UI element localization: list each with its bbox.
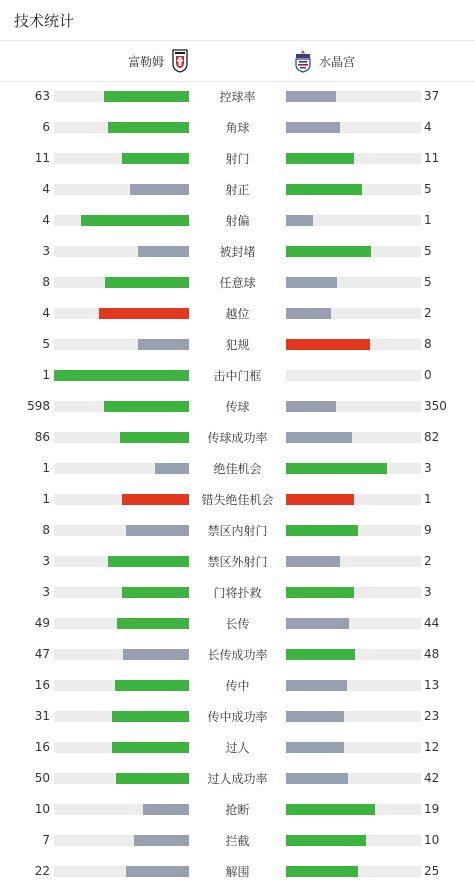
home-stat-value: 10 (34, 802, 50, 816)
away-stat-value: 1 (424, 492, 432, 506)
away-stat-bar-track (286, 835, 421, 846)
stat-row (0, 515, 475, 546)
away-team[interactable] (293, 41, 355, 81)
home-stat-bar (112, 711, 189, 722)
away-stat-bar (286, 277, 337, 288)
home-stat-bar (115, 680, 189, 691)
home-stat-bar-track (54, 556, 189, 567)
away-stat-bar-track (286, 866, 421, 877)
home-stat-value: 6 (42, 120, 50, 134)
home-stat-value: 3 (42, 244, 50, 258)
home-stat-value: 22 (34, 864, 50, 878)
away-stat-bar (286, 122, 340, 133)
home-stat-bar-track (54, 711, 189, 722)
home-stat-bar-track (54, 432, 189, 443)
away-stat-value: 19 (424, 802, 440, 816)
away-stat-value: 350 (424, 399, 447, 413)
away-stat-value: 1 (424, 213, 432, 227)
home-stat-value: 50 (34, 771, 50, 785)
away-stat-value: 48 (424, 647, 440, 661)
home-stat-bar (126, 525, 189, 536)
away-stat-value: 5 (424, 244, 432, 258)
stat-label: 射偏 (225, 214, 250, 228)
away-stat-value: 9 (424, 523, 432, 537)
stat-row (0, 329, 475, 360)
home-stat-bar (112, 742, 189, 753)
home-stat-bar-track (54, 308, 189, 319)
stat-row (0, 608, 475, 639)
home-stat-bar-track (54, 773, 189, 784)
away-stat-value: 2 (424, 306, 432, 320)
away-stat-value: 25 (424, 864, 440, 878)
stat-row (0, 174, 475, 205)
away-stat-bar-track (286, 432, 421, 443)
home-stat-bar (105, 277, 189, 288)
away-stat-bar (286, 91, 336, 102)
home-stat-bar-track (54, 246, 189, 257)
away-stat-bar (286, 246, 371, 257)
home-stat-bar (123, 649, 189, 660)
stat-row (0, 298, 475, 329)
home-stat-bar-track (54, 277, 189, 288)
home-stat-bar (155, 463, 189, 474)
home-stat-value: 63 (34, 89, 50, 103)
away-stat-value: 12 (424, 740, 440, 754)
home-stat-bar-track (54, 649, 189, 660)
home-stat-bar (126, 866, 189, 877)
home-stat-bar-track (54, 91, 189, 102)
stat-row (0, 391, 475, 422)
stat-row (0, 670, 475, 701)
away-stat-bar (286, 184, 362, 195)
home-stat-bar-track (54, 463, 189, 474)
home-stat-value: 8 (42, 275, 50, 289)
home-stat-value: 3 (42, 554, 50, 568)
stat-label: 禁区外射门 (207, 555, 268, 569)
away-stat-bar (286, 773, 348, 784)
home-stat-value: 49 (34, 616, 50, 630)
stat-row (0, 639, 475, 670)
stat-label: 禁区内射门 (207, 524, 268, 538)
stat-label: 抢断 (225, 803, 250, 817)
stat-row (0, 205, 475, 236)
home-stat-bar (81, 215, 189, 226)
home-stat-value: 4 (42, 182, 50, 196)
away-stat-bar (286, 339, 370, 350)
home-stat-value: 16 (34, 740, 50, 754)
stat-label: 过人 (225, 741, 250, 755)
away-stat-value: 44 (424, 616, 440, 630)
home-stat-bar-track (54, 401, 189, 412)
stat-label: 门将扑救 (213, 586, 262, 600)
home-stat-value: 4 (42, 306, 50, 320)
home-stat-bar-track (54, 339, 189, 350)
home-stat-bar (138, 246, 189, 257)
home-stat-bar-track (54, 184, 189, 195)
header (0, 0, 475, 41)
home-stat-bar (130, 184, 189, 195)
home-stat-value: 8 (42, 523, 50, 537)
fulham-crest-icon (172, 49, 188, 73)
crystal-palace-crest-icon (293, 49, 313, 73)
stat-label: 射门 (225, 152, 250, 166)
away-stat-bar (286, 711, 344, 722)
away-stat-bar (286, 525, 358, 536)
home-stat-value: 4 (42, 213, 50, 227)
stat-label: 击中门框 (213, 369, 262, 383)
home-stat-bar (138, 339, 189, 350)
away-stat-bar-track (286, 804, 421, 815)
stat-label: 长传成功率 (207, 648, 268, 662)
away-stat-bar (286, 742, 344, 753)
away-stat-bar (286, 308, 331, 319)
away-stat-value: 11 (424, 151, 440, 165)
stat-label: 解围 (225, 865, 250, 879)
away-stat-bar-track (286, 773, 421, 784)
stat-row (0, 81, 475, 112)
away-stat-value: 5 (424, 182, 432, 196)
away-stat-value: 13 (424, 678, 440, 692)
home-stat-bar (120, 432, 189, 443)
home-stat-value: 1 (42, 368, 50, 382)
home-stat-value: 16 (34, 678, 50, 692)
stat-row (0, 701, 475, 732)
stat-row (0, 856, 475, 887)
away-stat-value: 2 (424, 554, 432, 568)
away-stat-value: 8 (424, 337, 432, 351)
away-stat-bar (286, 835, 366, 846)
stat-row (0, 763, 475, 794)
home-stat-bar (122, 153, 190, 164)
stat-label: 任意球 (219, 276, 256, 290)
away-stat-bar (286, 866, 358, 877)
away-stat-bar-track (286, 742, 421, 753)
away-stat-bar-track (286, 184, 421, 195)
home-stat-bar-track (54, 587, 189, 598)
home-stat-bar-track (54, 866, 189, 877)
home-stat-bar-track (54, 680, 189, 691)
home-stat-value: 3 (42, 585, 50, 599)
away-stat-bar-track (286, 91, 421, 102)
home-stat-bar-track (54, 153, 189, 164)
away-stat-bar-track (286, 370, 421, 381)
home-stat-bar (122, 587, 190, 598)
home-stat-value: 598 (27, 399, 50, 413)
home-stat-value: 5 (42, 337, 50, 351)
home-stat-value: 31 (34, 709, 50, 723)
home-stat-bar (104, 91, 189, 102)
home-stat-bar-track (54, 618, 189, 629)
stat-row (0, 546, 475, 577)
home-stat-value: 47 (34, 647, 50, 661)
away-stat-bar-track (286, 401, 421, 412)
home-stat-bar (54, 370, 189, 381)
home-stat-bar (117, 618, 189, 629)
away-stat-value: 82 (424, 430, 440, 444)
stat-label: 角球 (225, 121, 250, 135)
home-stat-bar (99, 308, 189, 319)
away-stat-bar-track (286, 277, 421, 288)
home-stat-bar-track (54, 122, 189, 133)
away-stat-bar-track (286, 246, 421, 257)
away-stat-bar (286, 494, 354, 505)
away-stat-value: 3 (424, 461, 432, 475)
away-stat-value: 37 (424, 89, 440, 103)
home-stat-bar-track (54, 370, 189, 381)
home-stat-bar-track (54, 804, 189, 815)
stat-label: 越位 (225, 307, 250, 321)
home-stat-value: 1 (42, 461, 50, 475)
away-stat-bar (286, 463, 387, 474)
home-stat-bar (143, 804, 189, 815)
home-stat-value: 86 (34, 430, 50, 444)
away-stat-value: 10 (424, 833, 440, 847)
home-stat-bar (134, 835, 189, 846)
stat-row (0, 236, 475, 267)
page-title: 技术统计 (14, 12, 75, 30)
stat-label: 长传 (225, 617, 250, 631)
away-stat-value: 4 (424, 120, 432, 134)
away-stat-bar-track (286, 649, 421, 660)
away-stat-bar (286, 680, 347, 691)
away-stat-bar-track (286, 153, 421, 164)
stat-label: 传球 (225, 400, 250, 414)
stat-label: 过人成功率 (207, 772, 268, 786)
stat-label: 射正 (225, 183, 250, 197)
stat-row (0, 732, 475, 763)
home-stat-bar (108, 556, 189, 567)
home-team-name: 富勒姆 (127, 54, 164, 69)
away-stat-value: 0 (424, 368, 432, 382)
away-stat-bar-track (286, 339, 421, 350)
away-stat-bar-track (286, 215, 421, 226)
away-stat-bar (286, 215, 313, 226)
team-header (0, 41, 475, 82)
stat-label: 控球率 (219, 90, 256, 104)
stat-label: 错失绝佳机会 (201, 493, 274, 507)
away-stat-bar (286, 401, 336, 412)
stat-label: 绝佳机会 (213, 462, 262, 476)
away-stat-value: 23 (424, 709, 440, 723)
stat-row (0, 267, 475, 298)
away-stat-bar-track (286, 556, 421, 567)
away-stat-bar (286, 587, 354, 598)
away-stat-bar (286, 432, 352, 443)
home-stat-bar (108, 122, 189, 133)
stat-label: 被封堵 (219, 245, 256, 259)
away-stat-bar-track (286, 122, 421, 133)
stat-row (0, 825, 475, 856)
away-stat-bar-track (286, 587, 421, 598)
away-stat-value: 3 (424, 585, 432, 599)
home-stat-bar-track (54, 742, 189, 753)
home-stat-bar-track (54, 215, 189, 226)
stat-row (0, 484, 475, 515)
away-stat-bar (286, 618, 349, 629)
away-stat-bar-track (286, 308, 421, 319)
away-stat-bar-track (286, 463, 421, 474)
stat-label: 传球成功率 (207, 431, 268, 445)
away-stat-value: 42 (424, 771, 440, 785)
home-stat-bar-track (54, 494, 189, 505)
home-stat-value: 7 (42, 833, 50, 847)
home-team[interactable] (128, 41, 188, 81)
away-stat-bar-track (286, 494, 421, 505)
home-stat-value: 1 (42, 492, 50, 506)
stat-label: 传中 (225, 679, 250, 693)
stat-label: 拦截 (225, 834, 250, 848)
away-stat-bar (286, 804, 375, 815)
away-stat-bar-track (286, 525, 421, 536)
away-stat-bar-track (286, 680, 421, 691)
home-stat-bar (122, 494, 190, 505)
away-stat-bar-track (286, 711, 421, 722)
away-stat-bar (286, 556, 340, 567)
away-team-name: 水晶宫 (319, 54, 356, 69)
stat-row (0, 453, 475, 484)
away-stat-bar-track (286, 618, 421, 629)
stat-label: 传中成功率 (207, 710, 268, 724)
stat-row (0, 143, 475, 174)
home-stat-bar-track (54, 525, 189, 536)
home-stat-bar (104, 401, 189, 412)
away-stat-bar (286, 153, 354, 164)
away-stat-value: 5 (424, 275, 432, 289)
stat-label: 犯规 (225, 338, 250, 352)
home-stat-bar-track (54, 835, 189, 846)
stat-row (0, 360, 475, 391)
stat-row (0, 794, 475, 825)
home-stat-value: 11 (34, 151, 50, 165)
home-stat-bar (116, 773, 189, 784)
away-stat-bar (286, 649, 355, 660)
stats-list (0, 81, 475, 887)
stat-row (0, 422, 475, 453)
stat-row (0, 577, 475, 608)
stat-row (0, 112, 475, 143)
